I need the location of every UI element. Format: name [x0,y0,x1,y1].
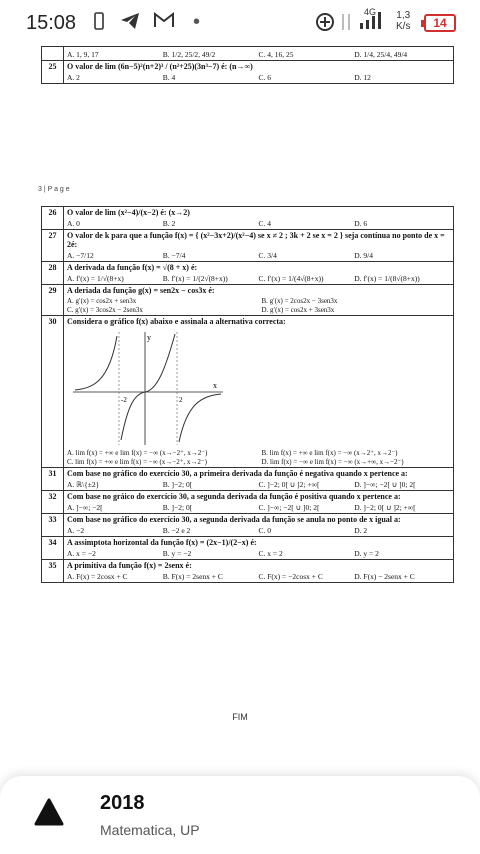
battery-icon [424,14,456,32]
card-title: 2018 [100,792,145,814]
option: D. g′(x) = cos2x + 3sen3x [261,306,335,314]
exam-document[interactable] [0,46,480,726]
option: C. 3/4 [258,251,277,260]
page-label: 3 | P a g e [38,186,70,193]
question-row-26 [42,207,454,230]
question-stem: A assimptota horizontal da função f(x) = (2x−1)/(2−x) é: [67,538,257,547]
option: C. 6 [258,73,272,82]
question-row-31 [42,468,454,491]
option: D. F(x) − 2senx + C [354,572,415,581]
question-number: 28 [42,262,64,285]
function-graph [73,330,450,447]
option: B. −2 e 2 [162,526,191,535]
q24-options [67,50,450,59]
question-stem: O valor de k para que a função f(x) = { (x²−3x+2)/(x²−4) se x ≠ 2 ; 3k + 2 se x = 2 } seja contínua no ponto de x = 2é: [67,231,445,249]
question-number: 26 [42,207,64,230]
question-number: 27 [42,230,64,262]
option: B. lim f(x) = +∞ e lim f(x) = −∞ (x→2⁺, x→2⁻) [261,449,398,457]
question-number: 25 [42,61,64,84]
option: B. ]−2; 0[ [162,480,193,489]
question-row-29 [42,285,454,316]
question-row-24-options [42,47,454,61]
question-table-top [41,46,454,84]
option: A. ℝ\{±2} [67,480,100,489]
question-row-34 [42,537,454,560]
option: B. −7/4 [162,251,186,260]
phone-outline-icon [94,12,104,35]
question-stem: A primitiva da função f(x) = 2senx é: [67,561,192,570]
net-speed [396,10,410,32]
question-table-main [41,206,454,583]
question-number: 30 [42,316,64,468]
question-row-27 [42,230,454,262]
option: B. F(x) = 2senx + C [162,572,223,581]
graph-x-label: x [213,381,217,390]
graph-tick-pos2: 2 [179,396,183,404]
graph-tick-neg2: -2 [121,396,127,404]
option: C. 4, 16, 25 [258,50,294,59]
question-stem: Com base no gráfico do exercício 30, a primeira derivada da função é negativa quando x pertence a: [67,469,408,478]
question-number: 34 [42,537,64,560]
card-subtitle: Matematica, UP [100,822,200,838]
status-bar [0,0,480,46]
document-info-card[interactable] [0,776,480,854]
question-stem: Com base no gráico do exercício 30, a segunda derivada da função é positiva quando x pertence a: [67,492,401,501]
option: A. F(x) = 2cosx + C [67,572,128,581]
question-number: 31 [42,468,64,491]
question-row-35 [42,560,454,583]
gmail-icon [153,12,175,33]
question-number: 32 [42,491,64,514]
question-number: 35 [42,560,64,583]
option: C. g′(x) = 3cos2x − 2sen3x [67,306,143,314]
option: A. f′(x) = 1/√(8+x) [67,274,124,283]
option: A. 0 [67,219,80,228]
status-time: 15:08 [26,12,77,34]
option: B. f′(x) = 1/(2√(8+x)) [162,274,228,283]
option: D. ]−∞; −2[ ∪ ]0; 2[ [354,480,416,489]
data-saver-icon [315,12,335,37]
question-stem: A deriada da função g(x) = sen2x − cos3x é: [67,286,215,295]
net-speed-value: 1,3 [396,10,411,21]
option: C. ]−2; 0[ ∪ ]2; +∞[ [258,480,320,489]
option: B. g′(x) = 2cos2x − 3sen3x [261,297,338,305]
data-arrows-icon [340,12,352,37]
option: A. ]−∞; −2[ [67,503,103,512]
question-row-32 [42,491,454,514]
option: D. 6 [354,219,368,228]
signal-icon [358,8,384,35]
option: B. y = −2 [162,549,192,558]
option: D. 9/4 [354,251,373,260]
notification-dot-icon: • [193,11,201,33]
question-row-28 [42,262,454,285]
triangle-icon [34,798,64,831]
option: D. f′(x) = 1/(8√(8+x)) [354,274,420,283]
option: C. 0 [258,526,272,535]
option: C. lim f(x) = +∞ e lim f(x) = −∞ (x→−2⁺, x→2⁻) [67,458,207,466]
option: A. x = −2 [67,549,96,558]
option: A. lim f(x) = +∞ e lim f(x) = −∞ (x→−2⁺, x→2⁻) [67,449,208,457]
option: C. f′(x) = 1/(4√(8+x)) [258,274,324,283]
option: A. 2 [67,73,80,82]
option: B. 4 [162,73,176,82]
graph-y-label: y [147,333,151,342]
option: D. lim f(x) = −∞ e lim f(x) = −∞ (x→+∞, x→−2⁻) [261,458,404,466]
option: C. x = 2 [258,549,283,558]
network-type: 4G [364,7,377,17]
question-stem: Com base no gráfico do exercício 30, a segunda derivada da função se anula no ponto de x igual a: [67,515,401,524]
option: D. 1/4, 25/4, 49/4 [354,50,408,59]
option: D. 12 [354,73,371,82]
option: D. y = 2 [354,549,379,558]
option: A. −2 [67,526,85,535]
option: C. ]−∞; −2[ ∪ ]0; 2[ [258,503,320,512]
option: D. ]−2; 0[ ∪ ]2; +∞[ [354,503,416,512]
telegram-icon [120,12,140,35]
question-row-33 [42,514,454,537]
document-footer: FIM [232,712,248,722]
question-stem: O valor de lim (6n−5)²(n+2)³ / (n²+25)(3n³−7) é: (n→∞) [67,62,253,71]
option: D. 2 [354,526,368,535]
question-row-30 [42,316,454,468]
question-stem: Considera o gráfico f(x) abaixo e assinala a alternativa correcta: [67,317,286,326]
option: A. 1, 9, 17 [67,50,99,59]
question-stem: A derivada da função f(x) = √(8 + x) é: [67,263,198,272]
question-number: 33 [42,514,64,537]
question-number: 29 [42,285,64,316]
option: B. 1/2, 25/2, 49/2 [162,50,216,59]
question-stem: O valor de lim (x²−4)/(x−2) é: (x→2) [67,208,190,217]
question-row-25 [42,61,454,84]
option: B. 2 [162,219,176,228]
option: A. −7/12 [67,251,94,260]
option: B. ]−2; 0[ [162,503,193,512]
option: A. g′(x) = cos2x + sen3x [67,297,137,305]
net-speed-unit: K/s [396,21,411,32]
option: C. 4 [258,219,272,228]
option: C. F(x) = −2cosx + C [258,572,323,581]
battery-level: 14 [433,16,447,30]
